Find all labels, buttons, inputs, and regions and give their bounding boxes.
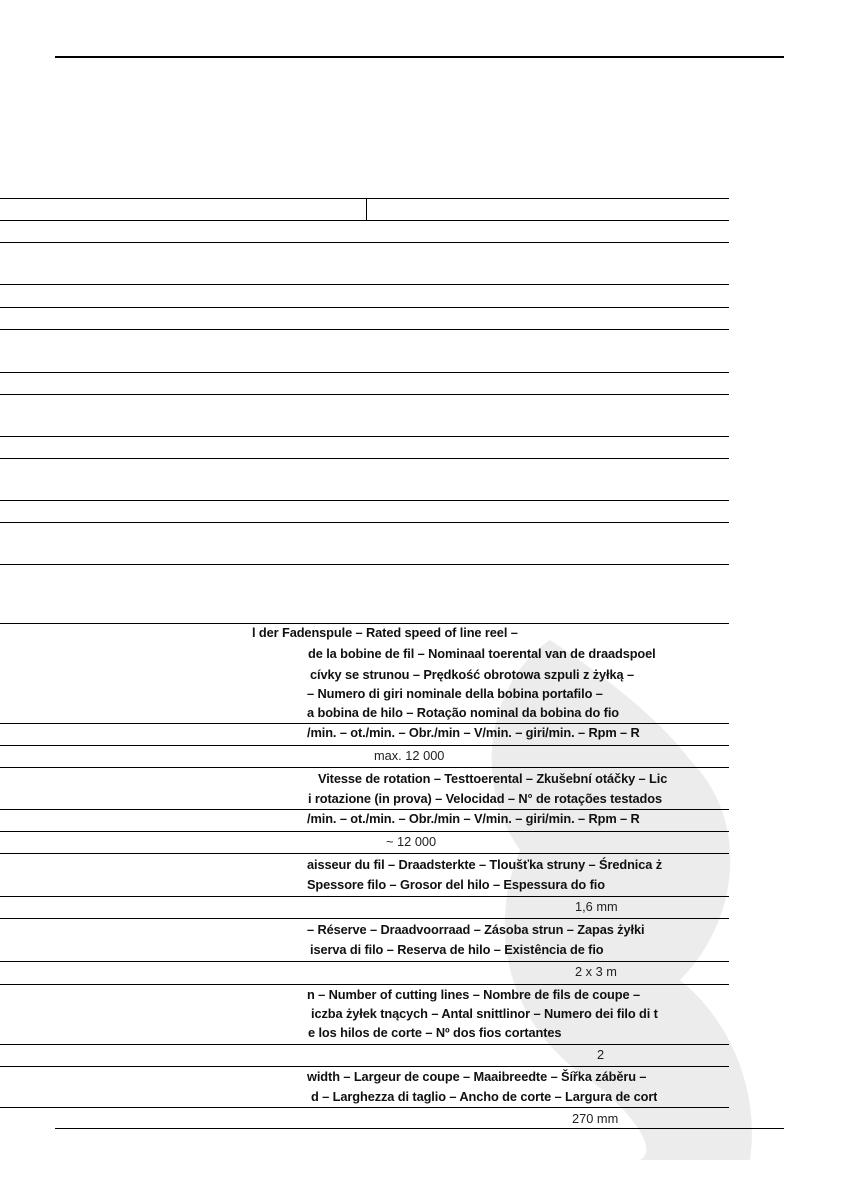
table-rule [0, 307, 729, 308]
line-thickness-label-2: Spessore filo – Grosor del hilo – Espessura do fio [307, 877, 605, 892]
bottom-rule [55, 1128, 784, 1129]
rated-speed-label-1: l der Fadenspule – Rated speed of line reel – [252, 625, 518, 640]
table-rule [0, 767, 729, 768]
cutting-lines-label-2: iczba żyłek tnących – Antal snittlinor – Numero dei filo di t [311, 1006, 658, 1021]
line-thickness-value: 1,6 mm [575, 899, 618, 914]
rated-speed-label-4: – Numero di giri nominale della bobina portafilo – [307, 686, 603, 701]
table-rule [0, 564, 729, 565]
cutting-width-value: 270 mm [572, 1111, 619, 1126]
cutting-width-label-2: d – Larghezza di taglio – Ancho de corte – Largura de cort [311, 1089, 658, 1104]
table-rule [0, 284, 729, 285]
test-speed-label-2: i rotazione (in prova) – Velocidad – N° de rotações testados [308, 791, 662, 806]
table-rule [0, 831, 729, 832]
table-rule [0, 372, 729, 373]
table-rule [0, 984, 729, 985]
table-rule [0, 220, 729, 221]
table-rule [0, 329, 729, 330]
line-reserve-label-1: – Réserve – Draadvoorraad – Zásoba strun – Zapas żyłki [307, 922, 645, 937]
test-speed-unit: /min. – ot./min. – Obr./min – V/min. – giri/min. – Rpm – R [307, 811, 640, 826]
table-rule [0, 896, 729, 897]
table-rule [0, 198, 729, 199]
table-rule [0, 1044, 729, 1045]
cutting-lines-label-3: e los hilos de corte – Nº dos fios cortantes [308, 1025, 562, 1040]
line-reserve-value: 2 x 3 m [575, 964, 617, 979]
table-rule [0, 1107, 729, 1108]
table-rule [0, 458, 729, 459]
cutting-lines-value: 2 [597, 1047, 605, 1062]
table-rule [0, 394, 729, 395]
line-thickness-label-1: aisseur du fil – Draadsterkte – Tloušťka struny – Średnica ż [307, 857, 663, 872]
test-speed-value: ~ 12 000 [386, 834, 437, 849]
table-rule [0, 242, 729, 243]
cutting-lines-label-1: n – Number of cutting lines – Nombre de fils de coupe – [307, 987, 640, 1002]
table-rule [0, 1066, 729, 1067]
column-divider [366, 198, 367, 220]
line-reserve-label-2: iserva di filo – Reserva de hilo – Existência de fio [310, 942, 604, 957]
top-rule [55, 56, 784, 58]
cutting-width-label-1: width – Largeur de coupe – Maaibreedte – Šířka záběru – [307, 1069, 647, 1084]
rated-speed-label-2: de la bobine de fil – Nominaal toerental van de draadspoel [308, 646, 656, 661]
rated-speed-value: max. 12 000 [374, 748, 445, 763]
table-rule [0, 918, 729, 919]
table-rule [0, 522, 729, 523]
table-rule [0, 436, 729, 437]
table-rule [0, 500, 729, 501]
rated-speed-unit: /min. – ot./min. – Obr./min – V/min. – giri/min. – Rpm – R [307, 725, 640, 740]
rated-speed-label-3: cívky se strunou – Prędkość obrotowa szpuli z żyłką – [310, 667, 634, 682]
table-rule [0, 745, 729, 746]
table-rule [0, 853, 729, 854]
rated-speed-label-5: a bobina de hilo – Rotação nominal da bobina do fio [307, 705, 619, 720]
test-speed-label-1: Vitesse de rotation – Testtoerental – Zkušební otáčky – Lic [318, 771, 668, 786]
table-rule [0, 961, 729, 962]
